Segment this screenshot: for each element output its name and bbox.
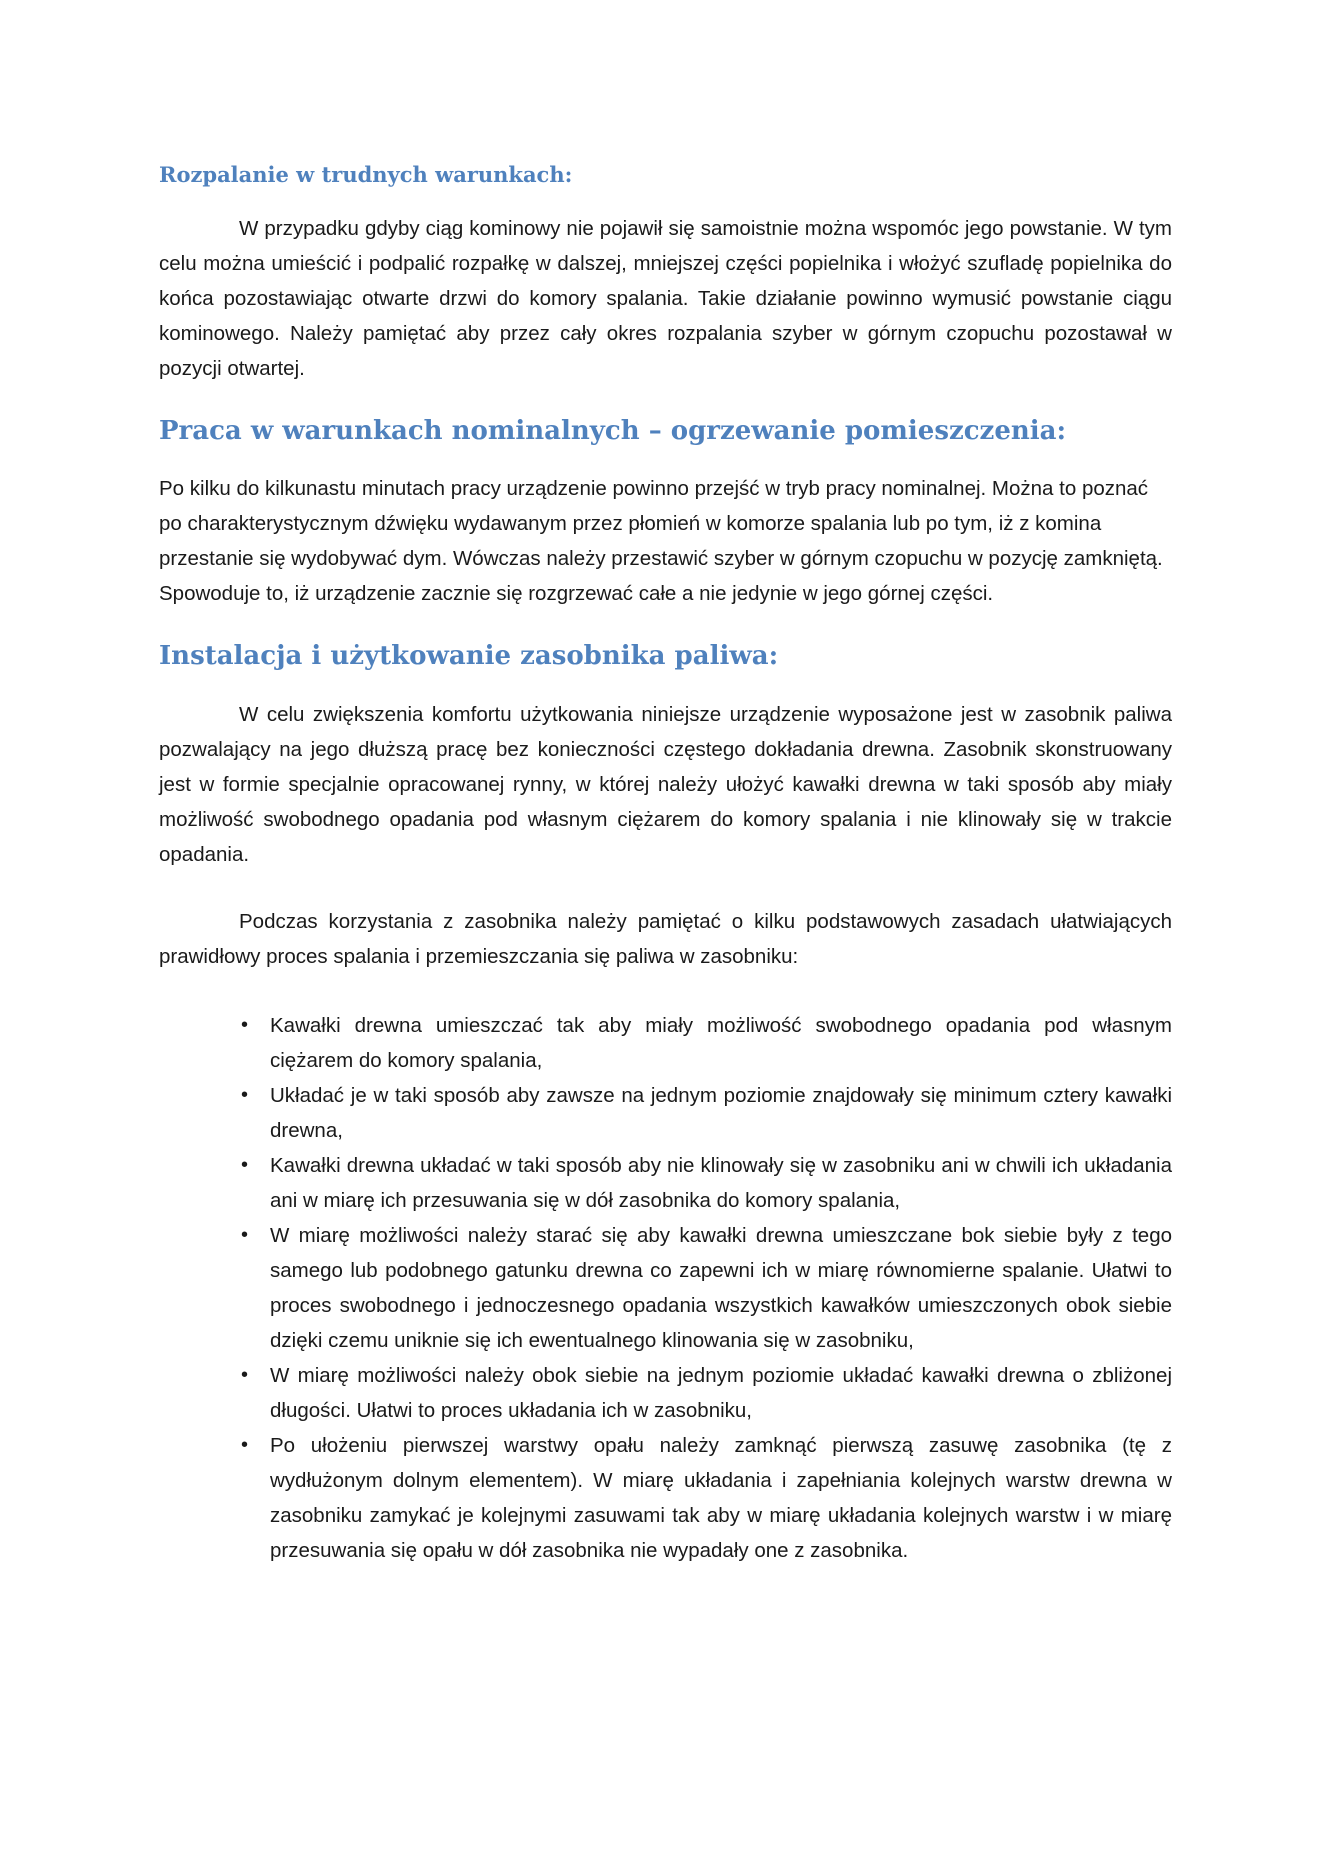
list-item: [241, 1148, 1172, 1218]
list-item-text: W miarę możliwości należy obok siebie na jednym poziomie układać kawałki drewna o zbliżonej długości. Ułatwi to proces układania ich w zasobniku,: [270, 1363, 1172, 1422]
heading-fuel-hopper: Instalacja i użytkowanie zasobnika paliwa:: [159, 641, 779, 672]
list-item: [241, 1428, 1172, 1568]
paragraph-nominal-operation: Po kilku do kilkunastu minutach pracy urządzenie powinno przejść w tryb pracy nominalnej. Można to poznać po charakterystycznym dźwięku wydawanym przez płomień w komorze spalania lub po tym, iż z komina przestanie się wydobywać dym. Wówczas należy przestawić szyber w górnym czopuchu w pozycję zamkniętą. Spowoduje to, iż urządzenie zacznie się rozgrzewać całe a nie jedynie w jego górnej części.: [159, 477, 1163, 606]
list-item: [241, 1008, 1172, 1078]
paragraph-fuel-hopper-rules: Podczas korzystania z zasobnika należy pamiętać o kilku podstawowych zasadach ułatwiających prawidłowy proces spalania i przemieszczania się paliwa w zasobniku:: [159, 909, 1172, 968]
list-item: [241, 1078, 1172, 1148]
list-item: [241, 1358, 1172, 1428]
document-content: [159, 150, 1172, 1568]
list-item-text: Kawałki drewna układać w taki sposób aby nie klinowały się w zasobniku ani w chwili ich układania ani w miarę ich przesuwania się w dół zasobnika do komory spalania,: [270, 1153, 1172, 1212]
heading-difficult-ignition: Rozpalanie w trudnych warunkach:: [159, 162, 573, 187]
bullet-icon: •: [241, 1433, 249, 1456]
bullet-icon: •: [241, 1013, 249, 1036]
bullet-icon: •: [241, 1223, 249, 1246]
list-item-text: W miarę możliwości należy starać się aby kawałki drewna umieszczane bok siebie były z tego samego lub podobnego gatunku drewna co zapewni ich w miarę równomierne spalanie. Ułatwi to proces swobodnego i jednoczesnego opadania wszystkich kawałków umieszczonych obok siebie dzięki czemu uniknie się ich ewentualnego klinowania się w zasobniku,: [270, 1223, 1172, 1352]
bullet-icon: •: [241, 1153, 249, 1176]
fuel-hopper-rules-list: [159, 1008, 1172, 1568]
bullet-icon: •: [241, 1083, 249, 1106]
list-item-text: Po ułożeniu pierwszej warstwy opału należy zamknąć pierwszą zasuwę zasobnika (tę z wydłużonym dolnym elementem). W miarę układania i zapełniania kolejnych warstw drewna w zasobniku zamykać je kolejnymi zasuwami tak aby w miarę układania kolejnych warstw i w miarę przesuwania się opału w dół zasobnika nie wypadały one z zasobnika.: [270, 1433, 1172, 1562]
list-item: [241, 1218, 1172, 1358]
list-item-text: Kawałki drewna umieszczać tak aby miały możliwość swobodnego opadania pod własnym ciężarem do komory spalania,: [270, 1013, 1172, 1072]
list-item-text: Układać je w taki sposób aby zawsze na jednym poziomie znajdowały się minimum cztery kawałki drewna,: [270, 1083, 1172, 1142]
paragraph-difficult-ignition: W przypadku gdyby ciąg kominowy nie pojawił się samoistnie można wspomóc jego powstanie. W tym celu można umieścić i podpalić rozpałkę w dalszej, mniejszej części popielnika i włożyć szufladę popielnika do końca pozostawiając otwarte drzwi do komory spalania. Takie działanie powinno wymusić powstanie ciągu kominowego. Należy pamiętać aby przez cały okres rozpalania szyber w górnym czopuchu pozostawał w pozycji otwartej.: [159, 217, 1172, 381]
bullet-icon: •: [241, 1363, 249, 1386]
paragraph-fuel-hopper-intro: W celu zwiększenia komfortu użytkowania niniejsze urządzenie wyposażone jest w zasobnik paliwa pozwalający na jego dłuższą pracę bez konieczności częstego dokładania drewna. Zasobnik skonstruowany jest w formie specjalnie opracowanej rynny, w której należy ułożyć kawałki drewna w taki sposób aby miały możliwość swobodnego opadania pod własnym ciężarem do komory spalania i nie klinowały się w trakcie opadania.: [159, 702, 1172, 866]
heading-nominal-operation: Praca w warunkach nominalnych – ogrzewanie pomieszczenia:: [159, 416, 1067, 447]
